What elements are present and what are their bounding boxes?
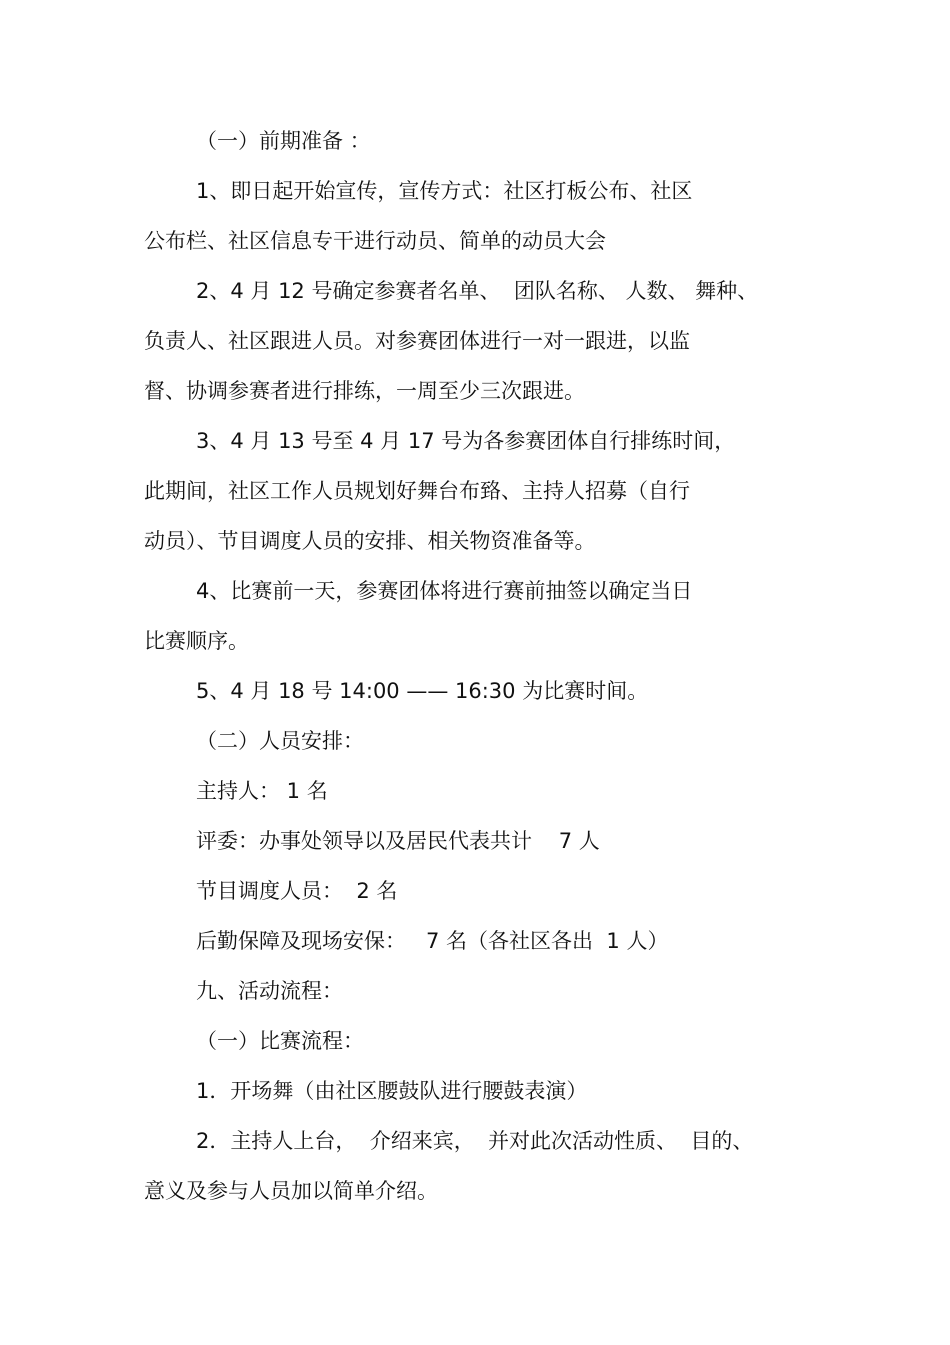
paragraph-line: 督、协调参赛者进行排练，一周至少三次跟进。	[144, 379, 585, 403]
paragraph-line: 负责人、社区跟进人员。对参赛团体进行一对一跟进，以监	[144, 329, 690, 353]
section-heading-process: 九、活动流程：	[196, 979, 343, 1003]
staff-line-judges: 评委：办事处领导以及居民代表共计 7 人	[196, 829, 600, 853]
paragraph-line: 5、4 月 18 号 14:00 —— 16:30 为比赛时间。	[196, 679, 649, 703]
paragraph-line: 2．主持人上台， 介绍来宾， 并对此次活动性质、 目的、	[196, 1129, 754, 1153]
staff-line-host: 主持人： 1 名	[196, 779, 328, 803]
staff-line-logistics: 后勤保障及现场安保： 7 名（各社区各出 1 人）	[196, 929, 669, 953]
paragraph-line: 2、4 月 12 号确定参赛者名单、 团队名称、 人数、 舞种、	[196, 279, 759, 303]
section-heading-preparation: （一）前期准备 ：	[196, 129, 371, 153]
paragraph-line: 1．开场舞（由社区腰鼓队进行腰鼓表演）	[196, 1079, 588, 1103]
paragraph-line: 3、4 月 13 号至 4 月 17 号为各参赛团体自行排练时间，	[196, 429, 736, 453]
paragraph-line: 公布栏、社区信息专干进行动员、简单的动员大会	[144, 229, 606, 253]
section-heading-staffing: （二）人员安排：	[196, 729, 364, 753]
paragraph-line: 1、即日起开始宣传，宣传方式：社区打板公布、社区	[196, 179, 693, 203]
staff-line-schedulers: 节目调度人员： 2 名	[196, 879, 398, 903]
paragraph-line: 比赛顺序。	[144, 629, 249, 653]
paragraph-line: 意义及参与人员加以简单介绍。	[144, 1179, 438, 1203]
paragraph-line: 4、比赛前一天，参赛团体将进行赛前抽签以确定当日	[196, 579, 693, 603]
paragraph-line: 动员）、节目调度人员的安排、相关物资准备等。	[144, 529, 596, 553]
section-heading-competition-process: （一）比赛流程：	[196, 1029, 364, 1053]
paragraph-line: 此期间，社区工作人员规划好舞台布臵、主持人招募（自行	[144, 479, 690, 503]
